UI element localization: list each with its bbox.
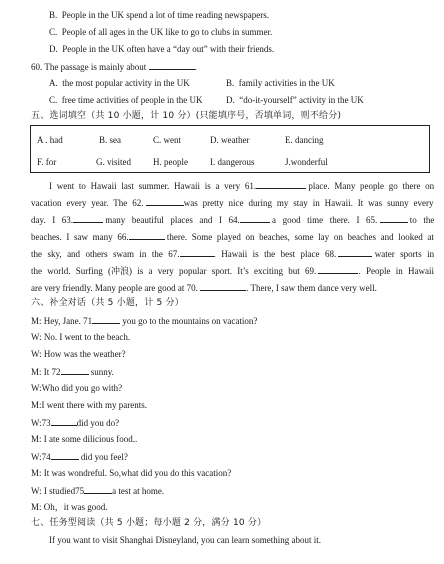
- answer-blank: [51, 417, 77, 426]
- section6-heading: 六、补全对话（共 5 小题，计 5 分）: [31, 298, 184, 308]
- option-label: D.: [49, 44, 58, 54]
- passage-line-6: [31, 265, 434, 277]
- answer-blank: [318, 265, 358, 274]
- passage-text: many beautiful places and I 64.: [105, 215, 240, 225]
- section7-intro: If you want to visit Shanghai Disneyland, you can learn something about it.: [49, 535, 321, 545]
- option-label: C.: [49, 27, 58, 37]
- section5-heading: 五、选词填空（共 10 小题，计 10 分）(只能填序号，否填单词，则不给分): [31, 111, 342, 121]
- dialogue-text: W: No. I went to the beach.: [31, 332, 131, 342]
- dialogue-line-5: [31, 383, 122, 394]
- answer-blank: [84, 485, 112, 494]
- option-text: “do-it-yourself” activity in the UK: [239, 95, 364, 105]
- word-option: B. sea: [99, 135, 121, 145]
- option-label: B.: [49, 10, 58, 20]
- dialogue-line-6: [31, 400, 147, 411]
- option-text: the most popular activity in the UK: [62, 78, 190, 88]
- dialogue-text: M: I ate some dilicious food..: [31, 434, 138, 444]
- word-bank-box: [30, 125, 430, 173]
- passage-text: . Hawaii is the best place 68.: [213, 249, 337, 259]
- option-text: People of all ages in the UK like to go to clubs in summer.: [61, 27, 273, 37]
- answer-blank: [380, 214, 408, 223]
- answer-blank: [73, 214, 103, 223]
- q59-option-b: [49, 10, 269, 21]
- passage-line-4: [31, 231, 434, 243]
- option-label: C.: [49, 95, 58, 105]
- passage-text: there. Some played on beaches, some lay on beaches and looked at: [166, 232, 434, 242]
- word-option: H. people: [153, 157, 188, 167]
- passage-text: a good time there. I 65.: [272, 215, 378, 225]
- word-option: A . had: [37, 135, 63, 145]
- dialogue-text: sunny.: [88, 367, 114, 377]
- option-text: family activities in the UK: [238, 78, 335, 88]
- option-label: A.: [49, 78, 58, 88]
- passage-line-3: [31, 214, 434, 226]
- answer-blank: [61, 366, 89, 375]
- passage-line-1: [49, 180, 434, 192]
- section7-heading: 七、任务型阅读（共 5 小题；每小题 2 分，满分 10 分）: [31, 518, 267, 528]
- passage-text: I went to Hawaii last summer. Hawaii is a very 61.: [49, 181, 257, 191]
- passage-text: . There, I saw them dance very well.: [246, 283, 377, 293]
- dialogue-text: W:Who did you go with?: [31, 383, 123, 393]
- passage-text: vacation every year. The 62.: [31, 198, 144, 208]
- passage-text: the sky, and others swam in the 67.: [31, 249, 180, 259]
- passage-text: place. Many people go there on: [308, 181, 435, 191]
- passage-text: to the: [409, 215, 435, 225]
- answer-blank: [256, 180, 306, 189]
- q59-option-d: [49, 44, 274, 55]
- dialogue-line-2: [31, 332, 130, 343]
- word-option: G. visited: [96, 157, 131, 167]
- answer-blank: [338, 248, 372, 257]
- passage-line-5: [31, 248, 434, 260]
- option-label: D.: [226, 95, 235, 105]
- word-option: J.wonderful: [285, 157, 328, 167]
- dialogue-text: M: Hey, Jane. 71: [31, 316, 93, 326]
- passage-line-2: [31, 197, 434, 209]
- passage-text: are very friendly. Many people are good at 70.: [31, 283, 198, 293]
- answer-blank: [129, 231, 165, 240]
- q60-stem: [31, 61, 197, 73]
- answer-blank: [92, 315, 120, 324]
- q60-option-a: [49, 78, 190, 89]
- dialogue-text: M:I went there with my parents.: [31, 400, 147, 410]
- dialogue-text: you go to the mountains on vacation?: [120, 316, 258, 326]
- dialogue-text: W: I studied75: [31, 486, 85, 496]
- dialogue-line-3: [31, 349, 126, 360]
- answer-blank: [180, 248, 214, 257]
- dialogue-line-4: [31, 366, 114, 378]
- answer-blank: [146, 197, 184, 206]
- answer-blank: [200, 282, 246, 291]
- question-stem: 60. The passage is mainly about: [31, 62, 147, 72]
- q59-option-c: [49, 27, 272, 38]
- word-option: C. went: [153, 135, 181, 145]
- dialogue-line-1: [31, 315, 257, 327]
- option-text: People in the UK spend a lot of time reading newspapers.: [61, 10, 269, 20]
- answer-blank: [51, 451, 79, 460]
- passage-text: . People in Hawaii: [358, 266, 434, 276]
- dialogue-line-8: [31, 434, 137, 445]
- dialogue-text: M: Oh，it was good.: [31, 502, 108, 512]
- passage-line-7: [31, 282, 377, 294]
- word-option: E. dancing: [285, 135, 324, 145]
- dialogue-line-10: [31, 468, 231, 479]
- q60-option-b: [226, 78, 335, 89]
- dialogue-text: W:73: [31, 418, 51, 428]
- stem-end: .: [194, 62, 197, 72]
- q60-option-d: [226, 95, 364, 106]
- dialogue-line-7: [31, 417, 119, 429]
- dialogue-line-9: [31, 451, 128, 463]
- q60-option-c: [49, 95, 202, 106]
- dialogue-text: M: It 72: [31, 367, 61, 377]
- answer-blank: [240, 214, 270, 223]
- dialogue-text: W:74: [31, 452, 51, 462]
- option-label: B.: [226, 78, 235, 88]
- passage-text: beaches. I saw many 66.: [31, 232, 129, 242]
- word-option: D. weather: [210, 135, 250, 145]
- word-option: F. for: [37, 157, 57, 167]
- dialogue-line-11: [31, 485, 164, 497]
- option-text: People in the UK often have a “day out” with their friends.: [62, 44, 275, 54]
- option-text: free time activities of people in the UK: [61, 95, 203, 105]
- dialogue-text: a test at home.: [112, 486, 165, 496]
- passage-text: water sports in: [374, 249, 435, 259]
- answer-blank: [149, 61, 195, 70]
- passage-text: was pretty nice during my stay in Hawaii. It was sunny every: [183, 198, 434, 208]
- dialogue-text: did you do?: [76, 418, 120, 428]
- dialogue-line-12: [31, 502, 108, 513]
- dialogue-text: W: How was the weather?: [31, 349, 126, 359]
- dialogue-text: did you feel?: [78, 452, 128, 462]
- dialogue-text: M: It was wondreful. So,what did you do this vacation?: [31, 468, 232, 478]
- passage-text: the world. Surfing (冲浪) is a very popular sport. It’s exciting but 69.: [31, 266, 317, 276]
- passage-text: day. I 63.: [31, 215, 74, 225]
- word-option: I. dangerous: [210, 157, 255, 167]
